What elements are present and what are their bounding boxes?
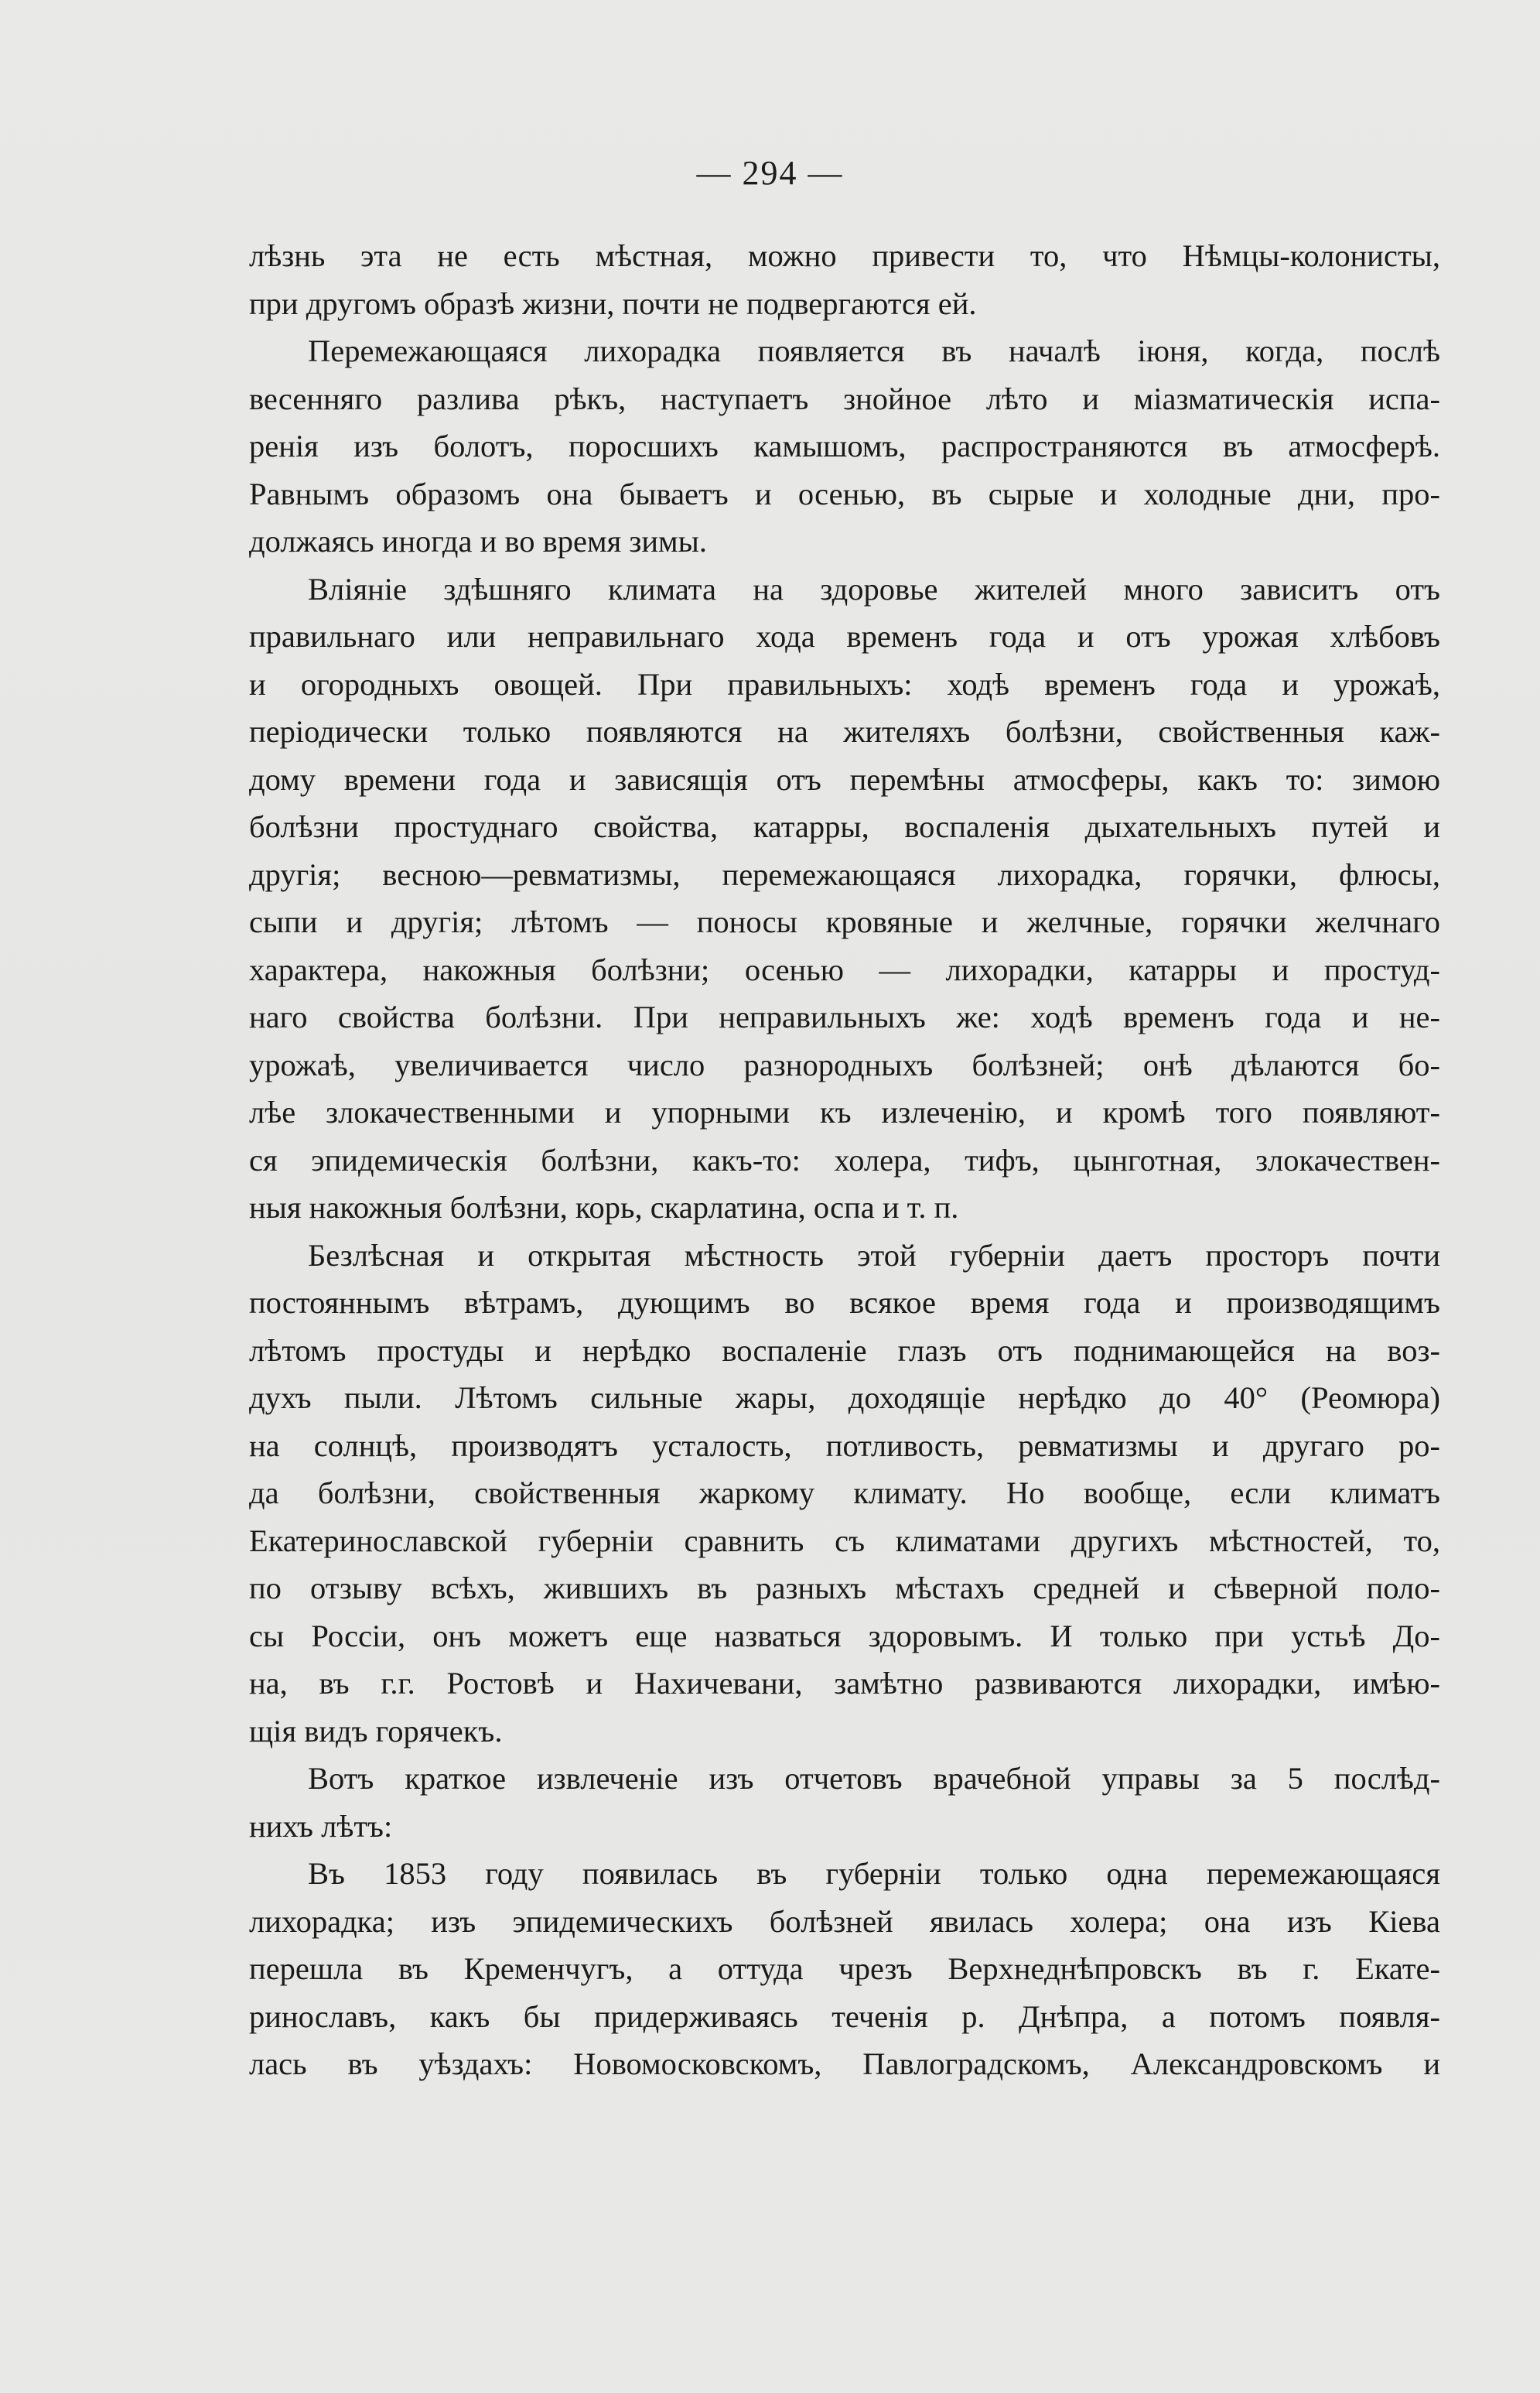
text-line: Въ 1853 году появилась въ губерніи только одна перемежающаяся <box>308 1856 1440 1891</box>
body-text <box>249 232 1440 2088</box>
text-line: Безлѣсная и открытая мѣстность этой губерніи даетъ просторъ почти <box>308 1237 1440 1273</box>
text-line: весенняго разлива рѣкъ, наступаетъ знойное лѣто и міазматическія испа- <box>249 381 1440 416</box>
text-line: ринославъ, какъ бы придерживаясь теченія р. Днѣпра, а потомъ появля- <box>249 1998 1440 2034</box>
text-line: ренія изъ болотъ, поросшихъ камышомъ, распространяются въ атмосферѣ. <box>249 429 1440 463</box>
text-line: и огородныхъ овощей. При правильныхъ: ходѣ временъ года и урожаѣ, <box>249 666 1440 702</box>
text-line: ныя накожныя болѣзни, корь, скарлатина, оспа и т. п. <box>249 1190 959 1225</box>
text-line: Екатеринославской губерніи сравнить съ климатами другихъ мѣстностей, то, <box>249 1523 1440 1558</box>
text-line: періодически только появляются на жителяхъ болѣзни, свойственныя каж- <box>249 714 1440 749</box>
text-line: Равнымъ образомъ она бываетъ и осенью, въ сырые и холодные дни, про- <box>249 476 1440 511</box>
text-line: характера, накожныя болѣзни; осенью — лихорадки, катарры и простуд- <box>249 952 1440 987</box>
text-line: на, въ г.г. Ростовѣ и Нахичевани, замѣтно развиваются лихорадки, имѣю- <box>249 1666 1440 1701</box>
text-line: правильнаго или неправильнаго хода временъ года и отъ урожая хлѣбовъ <box>249 619 1440 654</box>
text-line: Перемежающаяся лихорадка появляется въ началѣ іюня, когда, послѣ <box>308 333 1440 368</box>
text-line: Вліяніе здѣшняго климата на здоровье жителей много зависитъ отъ <box>308 571 1440 607</box>
text-line: должаясь иногда и во время зимы. <box>249 524 707 559</box>
paragraph <box>249 1232 1440 1755</box>
text-line: постояннымъ вѣтрамъ, дующимъ во всякое время года и производящимъ <box>249 1285 1440 1320</box>
text-line: на солнцѣ, производятъ усталость, потливость, ревматизмы и другаго ро- <box>249 1427 1440 1463</box>
paragraph <box>249 566 1440 1232</box>
text-line: лѣе злокачественными и упорными къ излеченію, и кромѣ того появляют- <box>249 1095 1440 1130</box>
text-line: по отзыву всѣхъ, жившихъ въ разныхъ мѣстахъ средней и сѣверной поло- <box>249 1571 1440 1605</box>
text-line: духъ пыли. Лѣтомъ сильные жары, доходящіе нерѣдко до 40° (Реомюра) <box>249 1380 1440 1415</box>
text-line: болѣзни простуднаго свойства, катарры, воспаленія дыхательныхъ путей и <box>249 809 1440 844</box>
text-line: дому времени года и зависящія отъ перемѣны атмосферы, какъ то: зимою <box>249 761 1440 797</box>
text-line: да болѣзни, свойственныя жаркому климату. Но вообще, если климатъ <box>249 1475 1440 1510</box>
text-line: наго свойства болѣзни. При неправильныхъ же: ходѣ временъ года и не- <box>249 1000 1440 1034</box>
text-line: Вотъ краткое извлеченіе изъ отчетовъ врачебной управы за 5 послѣд- <box>308 1761 1440 1796</box>
text-line: другія; весною—ревматизмы, перемежающаяся лихорадка, горячки, флюсы, <box>249 856 1440 892</box>
text-line: при другомъ образѣ жизни, почти не подвергаются ей. <box>249 285 977 321</box>
text-line: лѣзнь эта не есть мѣстная, можно привести то, что Нѣмцы-колонисты, <box>249 238 1440 273</box>
paragraph <box>249 232 1440 327</box>
paragraph <box>249 327 1440 566</box>
text-line: нихъ лѣтъ: <box>249 1808 393 1844</box>
text-line: лихорадка; изъ эпидемическихъ болѣзней явилась холера; она изъ Кіева <box>249 1903 1440 1939</box>
text-line: лѣтомъ простуды и нерѣдко воспаленіе глазъ отъ поднимающейся на воз- <box>249 1332 1440 1368</box>
page-number: — 294 — <box>696 154 844 192</box>
text-line: урожаѣ, увеличивается число разнородныхъ болѣзней; онѣ дѣлаются бо- <box>249 1047 1440 1082</box>
paragraph <box>249 1850 1440 2088</box>
text-line: лась въ уѣздахъ: Новомосковскомъ, Павлоградскомъ, Александровскомъ и <box>249 2046 1440 2081</box>
text-line: сы Россіи, онъ можетъ еще назваться здоровымъ. И только при устьѣ До- <box>249 1618 1440 1653</box>
text-line: щія видъ горячекъ. <box>249 1713 503 1749</box>
paragraph <box>249 1755 1440 1850</box>
text-line: сыпи и другія; лѣтомъ — поносы кровяные и желчные, горячки желчнаго <box>249 904 1440 939</box>
text-line: ся эпидемическія болѣзни, какъ-то: холера, тифъ, цынготная, злокачествен- <box>249 1142 1440 1178</box>
text-line: перешла въ Кременчугъ, а оттуда чрезъ Верхнеднѣпровскъ въ г. Екате- <box>249 1951 1440 1986</box>
